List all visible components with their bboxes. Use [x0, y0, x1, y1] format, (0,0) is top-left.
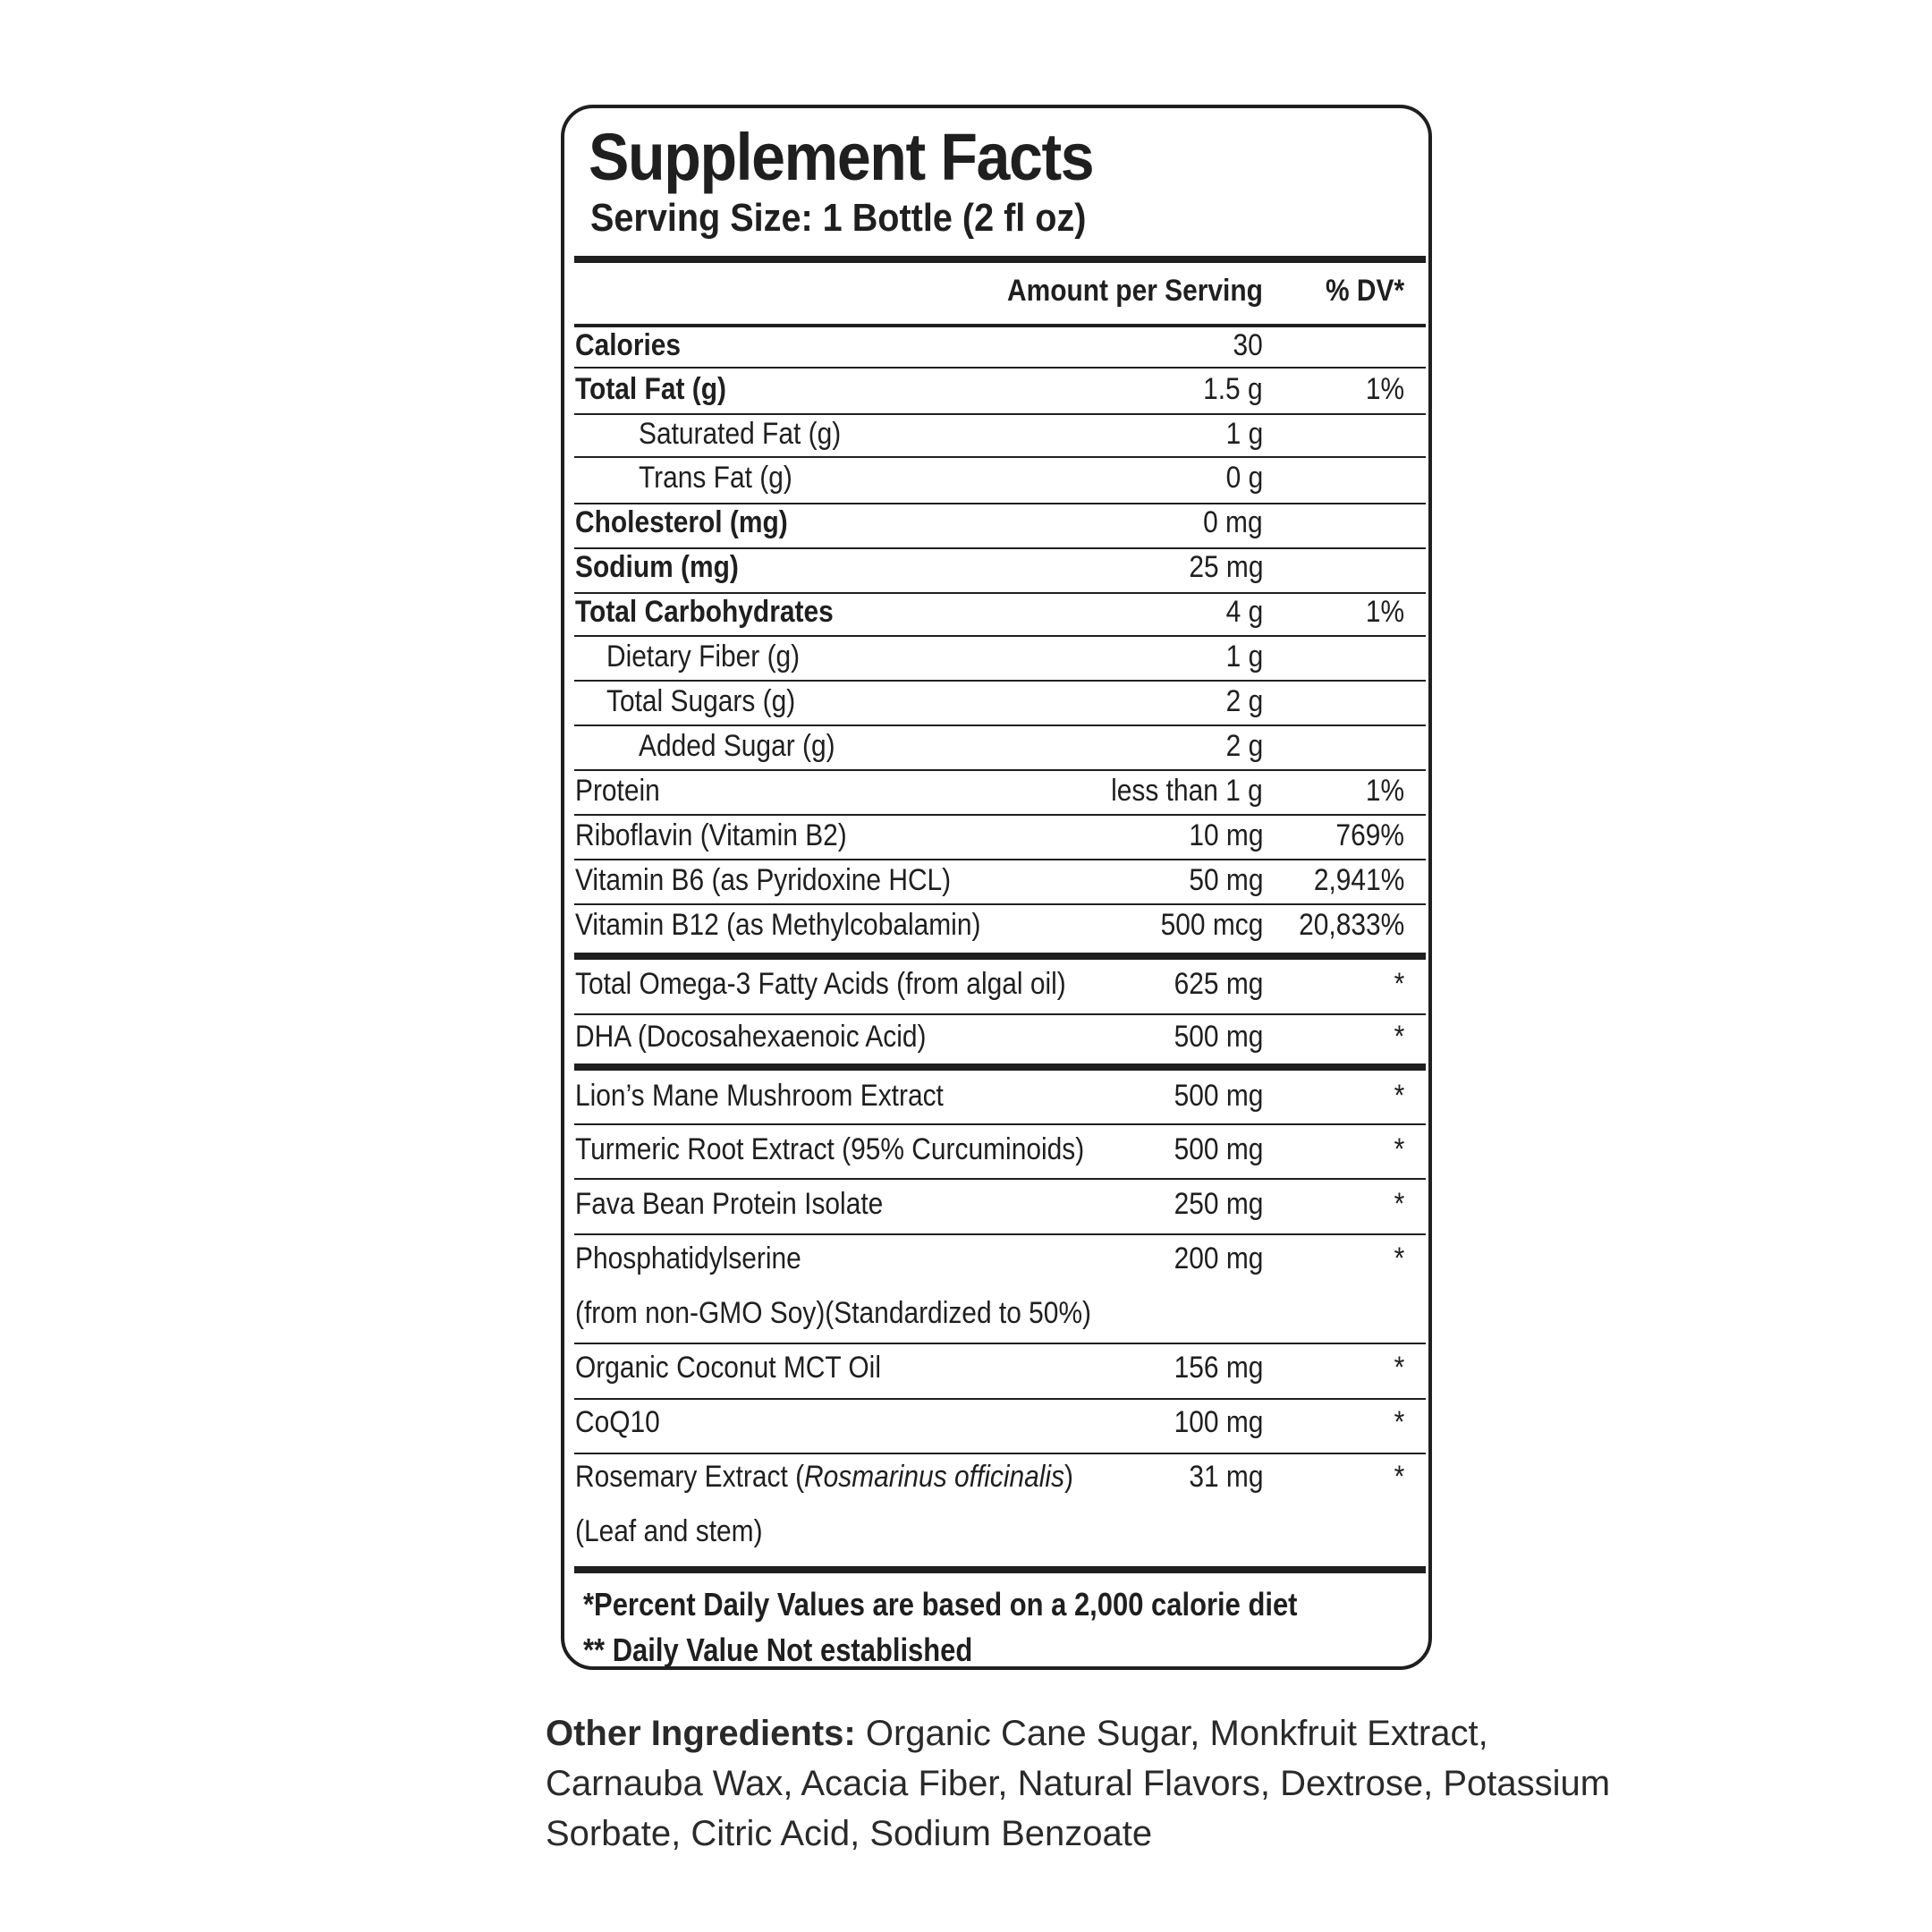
ingredient-dv: * — [1394, 1187, 1404, 1221]
nutrient-amount: 0 mg — [1203, 505, 1263, 539]
ingredient-amount: 500 mg — [1174, 1020, 1263, 1054]
nutrient-amount: 25 mg — [1188, 550, 1263, 584]
nutrient-name: Total Sugars (g) — [606, 684, 796, 718]
ingredient-amount: 100 mg — [1174, 1405, 1263, 1439]
divider — [574, 1566, 1426, 1573]
divider — [574, 413, 1426, 415]
divider — [574, 547, 1426, 549]
ingredient-dv: * — [1394, 1351, 1404, 1385]
ingredient-dv: * — [1394, 1405, 1404, 1439]
ingredient-amount: 625 mg — [1174, 967, 1263, 1001]
divider — [574, 953, 1426, 960]
nutrient-name: Sodium (mg) — [575, 550, 739, 584]
nutrient-amount: 0 g — [1225, 461, 1263, 495]
divider — [574, 1398, 1426, 1400]
nutrient-name: Protein — [575, 774, 660, 808]
nutrient-dv: 1% — [1365, 372, 1404, 406]
botanical-name: Rosmarinus officinalis — [804, 1460, 1065, 1494]
nutrient-dv: 1% — [1365, 595, 1404, 629]
nutrient-amount: less than 1 g — [1111, 774, 1263, 808]
divider — [574, 503, 1426, 504]
ingredient-amount: 500 mg — [1174, 1079, 1263, 1113]
divider — [574, 1178, 1426, 1180]
nutrient-amount: 50 mg — [1188, 863, 1263, 897]
nutrient-amount: 2 g — [1225, 684, 1263, 718]
ingredient-amount: 31 mg — [1188, 1460, 1263, 1494]
nutrient-amount: 2 g — [1225, 729, 1263, 763]
footnote-dv: *Percent Daily Values are based on a 2,000 calorie diet — [583, 1586, 1298, 1623]
divider — [574, 324, 1426, 327]
ingredient-dv: * — [1394, 1079, 1404, 1113]
nutrient-dv: 2,941% — [1313, 863, 1404, 897]
divider — [574, 814, 1426, 816]
divider — [574, 456, 1426, 458]
header-dv: % DV* — [1325, 274, 1404, 308]
nutrient-name: Vitamin B6 (as Pyridoxine HCL) — [575, 863, 952, 897]
divider — [574, 769, 1426, 771]
ingredient-amount: 156 mg — [1174, 1351, 1263, 1385]
nutrient-amount: 500 mcg — [1160, 908, 1263, 942]
ingredient-amount: 500 mg — [1174, 1132, 1263, 1166]
divider — [574, 367, 1426, 369]
header-amount: Amount per Serving — [1007, 274, 1263, 308]
nutrient-dv: 769% — [1335, 818, 1404, 852]
divider — [574, 256, 1426, 263]
name-prefix: Rosemary Extract ( — [575, 1460, 805, 1494]
nutrient-amount: 1 g — [1225, 640, 1263, 674]
divider — [574, 592, 1426, 594]
other-ingredients-label: Other Ingredients: — [546, 1714, 856, 1753]
ingredient-dv: * — [1394, 1460, 1404, 1494]
nutrient-amount: 10 mg — [1188, 818, 1263, 852]
nutrient-name: Trans Fat (g) — [639, 461, 792, 495]
nutrient-dv: 20,833% — [1298, 908, 1404, 942]
divider — [574, 1063, 1426, 1071]
divider — [574, 1453, 1426, 1454]
divider — [574, 903, 1426, 905]
ingredient-amount: 200 mg — [1174, 1241, 1263, 1275]
nutrient-dv: 1% — [1365, 774, 1404, 808]
nutrient-name: Riboflavin (Vitamin B2) — [575, 818, 847, 852]
ingredient-subtext: (from non-GMO Soy)(Standardized to 50%) — [575, 1296, 1092, 1330]
serving-size: Serving Size: 1 Bottle (2 fl oz) — [590, 196, 1087, 240]
ingredient-dv: * — [1394, 967, 1404, 1001]
nutrient-name: Vitamin B12 (as Methylcobalamin) — [575, 908, 981, 942]
divider — [574, 680, 1426, 682]
divider — [574, 724, 1426, 726]
divider — [574, 635, 1426, 637]
nutrient-name: Total Fat (g) — [575, 372, 726, 406]
ingredient-name: DHA (Docosahexaenoic Acid) — [575, 1020, 927, 1054]
ingredient-name: CoQ10 — [575, 1405, 660, 1439]
nutrient-name: Cholesterol (mg) — [575, 505, 788, 539]
nutrient-amount: 30 — [1233, 328, 1263, 362]
ingredient-name: Fava Bean Protein Isolate — [575, 1187, 884, 1221]
divider — [574, 1233, 1426, 1235]
ingredient-dv: * — [1394, 1020, 1404, 1054]
ingredient-name: Lion’s Mane Mushroom Extract — [575, 1079, 944, 1113]
footnote-not-established: ** Daily Value Not established — [583, 1631, 973, 1668]
nutrient-name: Total Carbohydrates — [575, 595, 834, 629]
divider — [574, 1343, 1426, 1344]
panel-title: Supplement Facts — [589, 120, 1094, 194]
ingredient-subtext: (Leaf and stem) — [575, 1514, 763, 1548]
divider — [574, 1123, 1426, 1125]
ingredient-name: Phosphatidylserine — [575, 1241, 801, 1275]
nutrient-amount: 1 g — [1225, 417, 1263, 451]
ingredient-name — [575, 1460, 1073, 1495]
ingredient-dv: * — [1394, 1241, 1404, 1275]
nutrient-name: Calories — [575, 328, 682, 362]
ingredient-name: Total Omega-3 Fatty Acids (from algal oil) — [575, 967, 1066, 1001]
nutrient-name: Dietary Fiber (g) — [606, 640, 801, 674]
nutrient-name: Added Sugar (g) — [639, 729, 835, 763]
ingredient-name: Organic Coconut MCT Oil — [575, 1351, 881, 1385]
ingredient-name: Turmeric Root Extract (95% Curcuminoids) — [575, 1132, 1085, 1166]
nutrient-name: Saturated Fat (g) — [639, 417, 842, 451]
other-ingredients — [546, 1708, 1619, 1859]
ingredient-amount: 250 mg — [1174, 1187, 1263, 1221]
other-ingredients-text: Organic Cane Sugar, Monkfruit Extract, Carnauba Wax, Acacia Fiber, Natural Flavors, Dextrose, Potassium Sorbate, Citric Acid, Sodium Benzoate — [546, 1714, 1611, 1853]
ingredient-dv: * — [1394, 1132, 1404, 1166]
supplement-facts-panel — [561, 105, 1432, 1670]
nutrient-amount: 4 g — [1225, 595, 1263, 629]
nutrient-amount: 1.5 g — [1203, 372, 1263, 406]
divider — [574, 1013, 1426, 1015]
divider — [574, 859, 1426, 860]
name-suffix: ) — [1064, 1460, 1073, 1494]
